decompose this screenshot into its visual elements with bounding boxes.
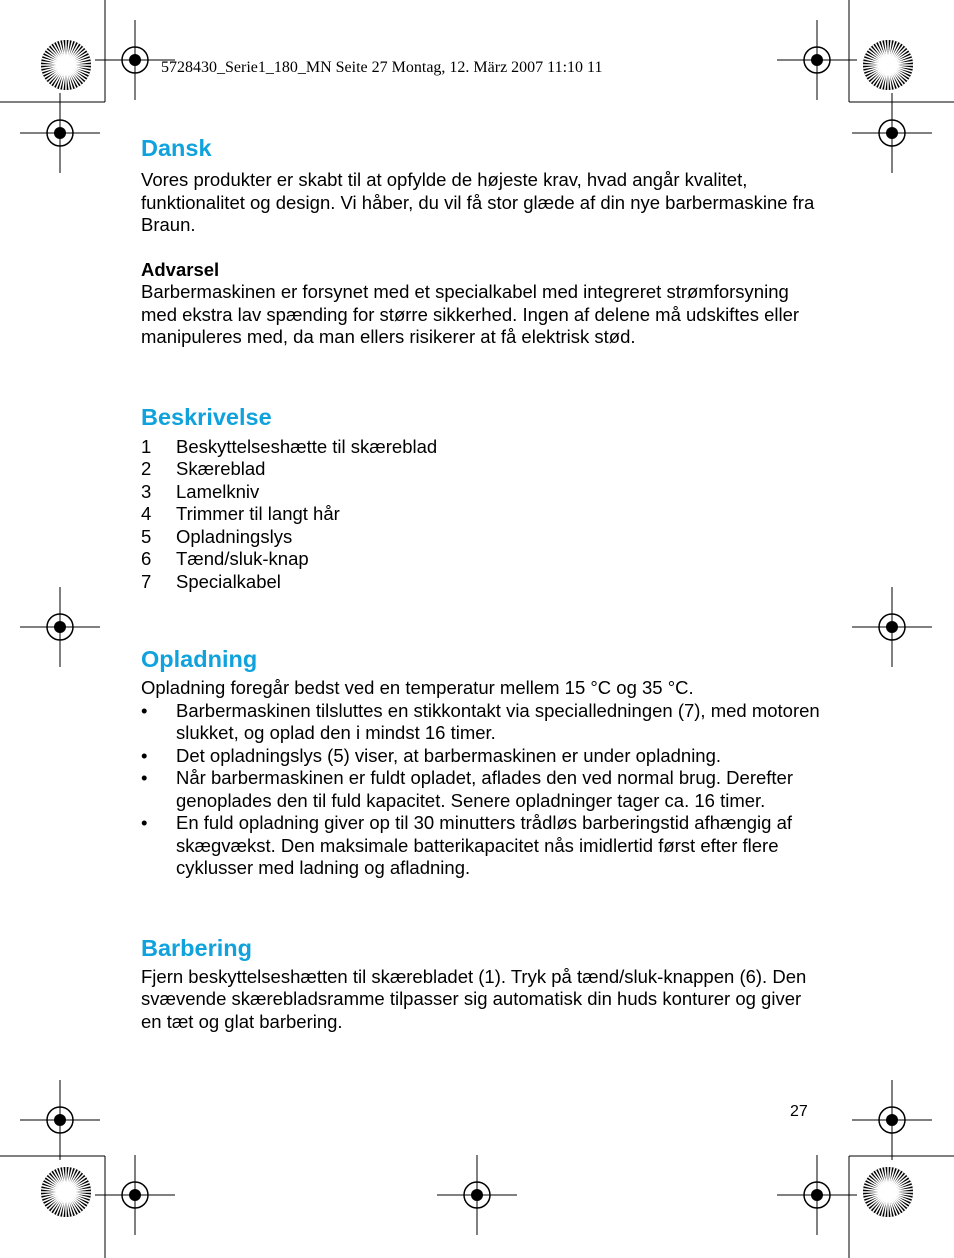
list-item-label: Tænd/sluk-knap [176,548,309,569]
starburst-mark-icon [862,39,914,91]
list-item [141,458,821,481]
parts-list [141,436,821,594]
shaving-paragraph: Fjern beskyttelseshætten til skærebladet (1). Tryk på tænd/sluk-knappen (6). Den svævende skærebladsramme tilpasser sig automatisk din huds konturer og giver en tæt og glat barbering. [141,965,807,1032]
list-item [141,571,821,594]
list-item-label: Beskyttelseshætte til skæreblad [176,435,438,457]
list-item-label: Opladningslys [176,525,293,547]
bullet-text: Det opladningslys (5) viser, at barbermaskinen er under opladning. [176,744,722,766]
list-item-label: Specialkabel [176,570,281,592]
registration-mark-icon [852,93,932,173]
list-item-number: 5 [141,525,152,547]
bullet-icon: • [141,767,148,788]
list-item [141,745,821,768]
bullet-text: Barbermaskinen tilsluttes en stikkontakt via specialledningen (7), med motoren slukket, og oplad den i mindst 16 timer. [176,699,820,743]
registration-mark-icon [852,587,932,667]
list-item [141,767,821,812]
registration-mark-icon [20,1080,100,1160]
starburst-mark-icon [862,1166,914,1218]
section-title-barbering: Barbering [141,934,252,961]
bullet-text: Når barbermaskinen er fuldt opladet, aflades den ved normal brug. Derefter genoplades den til fuld kapacitet. Senere opladninger tager ca. 16 timer. [176,767,794,811]
registration-mark-icon [20,93,100,173]
registration-mark-icon [777,20,857,100]
registration-mark-icon [777,1155,857,1235]
list-item-number: 7 [141,570,152,592]
list-item [141,548,821,571]
bullet-text: En fuld opladning giver op til 30 minutters trådløs barberingstid afhængig af skægvækst. Den maksimale batterikapacitet nås imidlertid først efter flere cyklusser med ladning og afladning. [176,812,792,878]
warning-heading: Advarsel [141,258,220,280]
registration-mark-icon [95,1155,175,1235]
list-item-number: 2 [141,458,152,479]
section-title-beskrivelse: Beskrivelse [141,403,272,430]
page-number: 27 [790,1103,808,1120]
list-item-label: Skæreblad [176,458,266,479]
list-item [141,526,821,549]
list-item [141,481,821,504]
print-header: 5728430_Serie1_180_MN Seite 27 Montag, 12. März 2007 11:10 11 [161,59,603,76]
page-content [141,134,821,1033]
warning-paragraph: Barbermaskinen er forsynet med et specialkabel med integreret strømforsyning med ekstra lav spænding for større sikkerhed. Ingen af delene må udskiftes eller manipuleres med, da man ellers risikerer at få elektrisk stød. [141,281,800,347]
list-item [141,812,821,880]
starburst-mark-icon [40,39,92,91]
section-title-dansk: Dansk [141,135,212,161]
list-item-number: 3 [141,480,152,502]
list-item-number: 4 [141,503,152,524]
registration-mark-icon [852,1080,932,1160]
list-item [141,700,821,745]
registration-mark-icon [20,587,100,667]
intro-paragraph: Vores produkter er skabt til at opfylde de højeste krav, hvad angår kvalitet, funktionalitet og design. Vi håber, du vil få stor glæde af din nye barbermaskine fra Braun. [141,169,815,235]
registration-mark-icon [437,1155,517,1235]
list-item-label: Trimmer til langt hår [176,503,340,524]
list-item-label: Lamelkniv [176,480,260,502]
charging-bullets [141,700,821,880]
list-item-number: 1 [141,435,152,457]
section-title-opladning: Opladning [141,646,258,672]
starburst-mark-icon [40,1166,92,1218]
bullet-icon: • [141,699,148,721]
list-item-number: 6 [141,548,152,569]
list-item [141,503,821,526]
bullet-icon: • [141,812,148,833]
charging-intro: Opladning foregår bedst ved en temperatur mellem 15 °C og 35 °C. [141,677,694,698]
list-item [141,436,821,459]
bullet-icon: • [141,744,148,766]
